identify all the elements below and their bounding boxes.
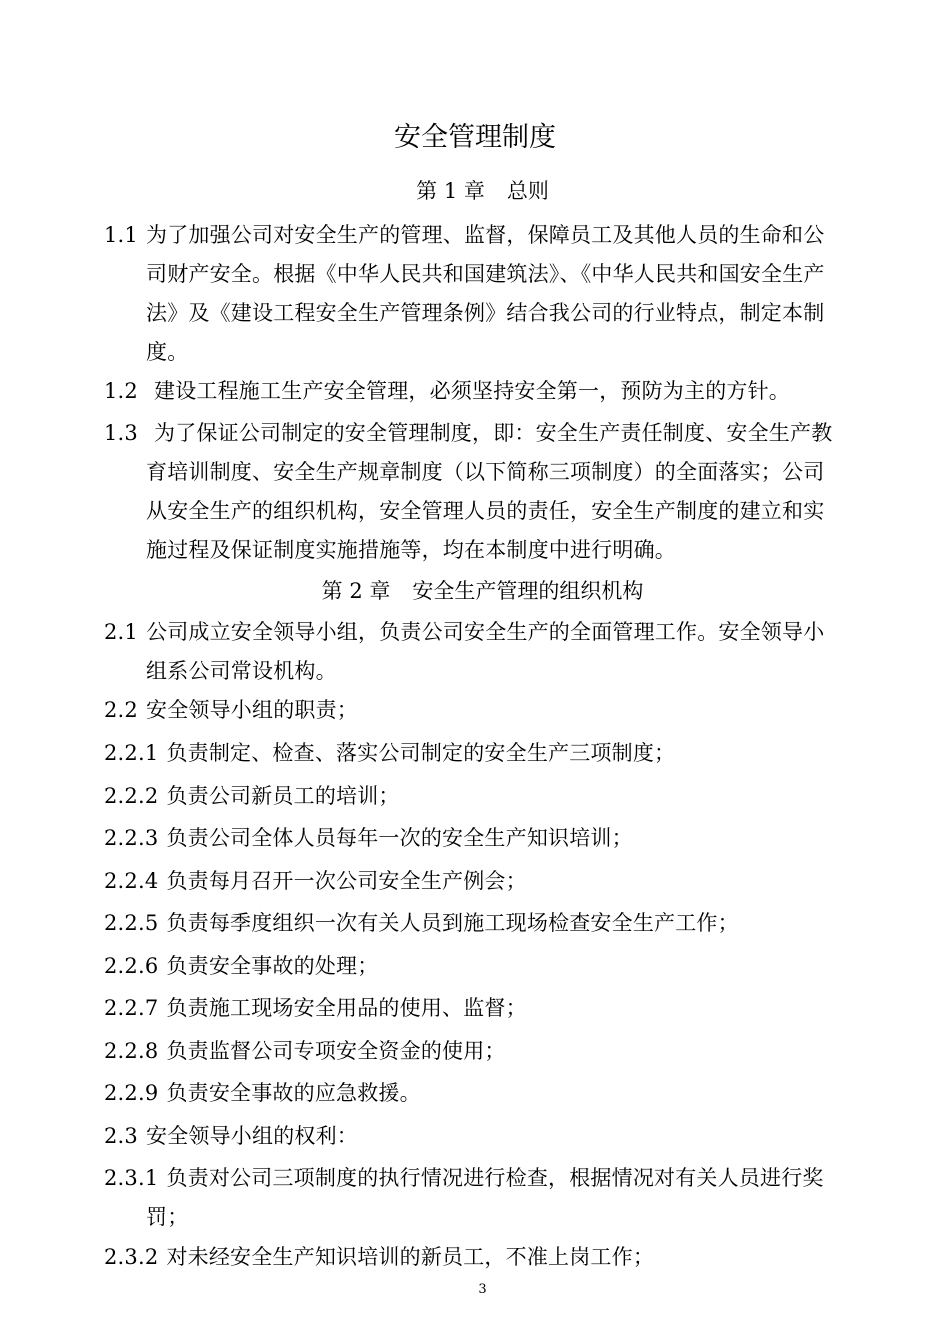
clause-2-2-3: [104, 819, 864, 858]
clause-text: 为了加强公司对安全生产的管理、监督，保障员工及其他人员的生命和公: [146, 223, 825, 247]
clause-text: 安全领导小组的权利：: [146, 1124, 358, 1148]
chapter-heading-2: [0, 573, 950, 609]
clause-number: 2.2.2: [104, 784, 159, 808]
clause-number: 2.2.9: [104, 1081, 159, 1105]
clause-2-3-2: [104, 1238, 864, 1277]
clause-number: 1.3: [104, 421, 138, 445]
chapter-title: 安全生产管理的组织机构: [412, 579, 644, 603]
clause-text: 法》及《建设工程安全生产管理条例》结合我公司的行业特点，制定本制: [146, 301, 825, 325]
clause-text: 负责安全事故的应急救援。: [166, 1081, 421, 1105]
clause-text: 司财产安全。根据《中华人民共和国建筑法》、《中华人民共和国安全生产: [146, 262, 825, 286]
clause-text: 为了保证公司制定的安全管理制度，即：安全生产责任制度、安全生产教: [154, 421, 833, 445]
clause-text: 负责每季度组织一次有关人员到施工现场检查安全生产工作；: [166, 911, 739, 935]
clause-2-2-4: [104, 862, 864, 901]
clause-text: 施过程及保证制度实施措施等，均在本制度中进行明确。: [146, 538, 676, 562]
clause-text: 负责制定、检查、落实公司制定的安全生产三项制度；: [166, 741, 676, 765]
clause-2-2-8: [104, 1032, 864, 1071]
clause-text: 从安全生产的组织机构，安全管理人员的责任，安全生产制度的建立和实: [146, 499, 825, 523]
clause-number: 2.2.7: [104, 996, 159, 1020]
clause-number: 2.3.1: [104, 1166, 159, 1190]
clause-text: 负责对公司三项制度的执行情况进行检查，根据情况对有关人员进行奖: [166, 1166, 824, 1190]
clause-text: 度。: [146, 340, 189, 364]
page-number: 3: [478, 1282, 487, 1297]
clause-text: 负责每月召开一次公司安全生产例会；: [166, 869, 527, 893]
clause-text: 负责公司新员工的培训；: [166, 784, 400, 808]
clause-2-2-5: [104, 904, 864, 943]
clause-number: 2.2.6: [104, 954, 159, 978]
clause-text: 建设工程施工生产安全管理，必须坚持安全第一，预防为主的方针。: [154, 379, 790, 403]
clause-number: 2.2.3: [104, 826, 159, 850]
clause-text: 负责施工现场安全用品的使用、监督；: [166, 996, 527, 1020]
clause-2-2-7: [104, 989, 864, 1028]
clause-2-2: [104, 691, 864, 730]
clause-2-2-6: [104, 947, 864, 986]
clause-text: 对未经安全生产知识培训的新员工，不准上岗工作；: [166, 1245, 655, 1269]
chapter-title: 总则: [506, 179, 549, 203]
clause-number: 1.2: [104, 379, 138, 403]
clause-text: 公司成立安全领导小组，负责公司安全生产的全面管理工作。安全领导小: [146, 620, 825, 644]
clause-2-2-1: [104, 734, 864, 773]
clause-1-3: [104, 414, 864, 570]
clause-1-1: [104, 216, 864, 372]
clause-2-2-9: [104, 1074, 864, 1113]
chapter-label: 第 2 章: [321, 579, 391, 603]
clause-number: 2.2: [104, 698, 138, 722]
clause-2-3-1: [104, 1159, 864, 1237]
clause-number: 2.3.2: [104, 1245, 159, 1269]
clause-number: 2.2.5: [104, 911, 159, 935]
clause-text: 负责安全事故的处理；: [166, 954, 379, 978]
clause-number: 2.2.1: [104, 741, 159, 765]
clause-text: 育培训制度、安全生产规章制度（以下简称三项制度）的全面落实；公司: [146, 460, 825, 484]
clause-2-2-2: [104, 777, 864, 816]
clause-text: 安全领导小组的职责；: [146, 698, 358, 722]
clause-text: 负责监督公司专项安全资金的使用；: [166, 1039, 506, 1063]
chapter-label: 第 1 章: [416, 179, 485, 203]
clause-number: 2.1: [104, 620, 138, 644]
chapter-heading-1: [0, 173, 950, 209]
clause-number: 2.2.8: [104, 1039, 159, 1063]
clause-number: 1.1: [104, 223, 138, 247]
clause-2-1: [104, 613, 864, 691]
clause-text: 组系公司常设机构。: [146, 659, 337, 683]
document-title: 安全管理制度: [394, 122, 556, 153]
clause-text: 罚；: [146, 1205, 189, 1229]
clause-number: 2.3: [104, 1124, 138, 1148]
clause-1-2: [104, 372, 864, 411]
clause-number: 2.2.4: [104, 869, 159, 893]
clause-text: 负责公司全体人员每年一次的安全生产知识培训；: [166, 826, 633, 850]
clause-2-3: [104, 1117, 864, 1156]
